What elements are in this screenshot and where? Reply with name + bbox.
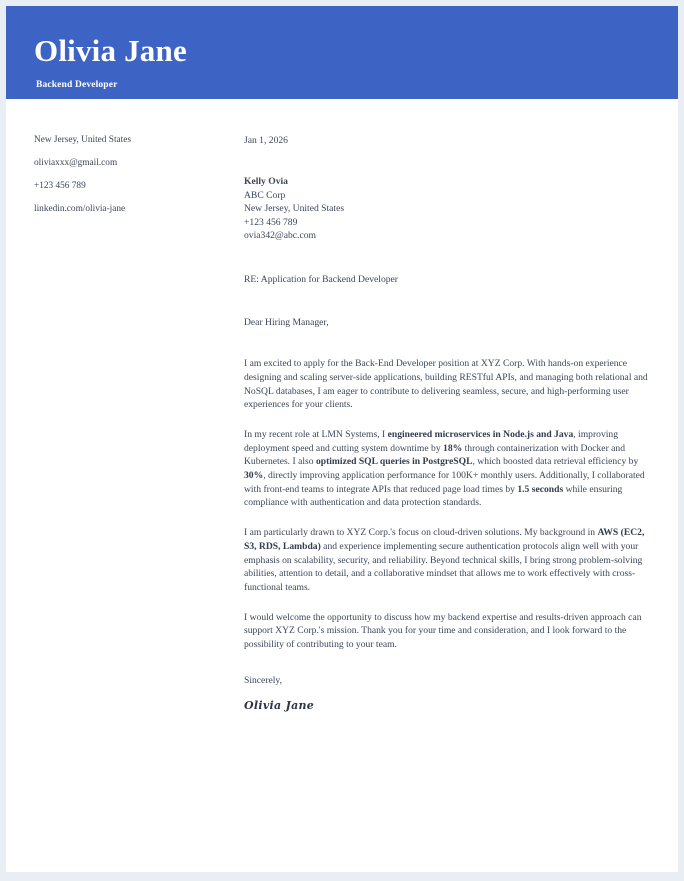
recipient-phone: +123 456 789 bbox=[244, 216, 298, 228]
contact-phone: +123 456 789 bbox=[34, 181, 86, 191]
signature: Olivia Jane bbox=[244, 699, 315, 713]
recipient-block bbox=[244, 175, 654, 243]
highlight-text: AWS (EC2, S3, RDS, Lambda) bbox=[244, 527, 645, 552]
header-banner bbox=[6, 6, 678, 99]
closing-word: Sincerely, bbox=[244, 674, 283, 686]
letter-body bbox=[244, 134, 654, 713]
subject-line: RE: Application for Backend Developer bbox=[244, 273, 398, 285]
recipient-location: New Jersey, United States bbox=[244, 203, 345, 215]
contact-column bbox=[34, 134, 224, 226]
highlight-text: optimized SQL queries in PostgreSQL bbox=[315, 456, 473, 468]
recipient-name: Kelly Ovia bbox=[244, 176, 288, 187]
contact-location: New Jersey, United States bbox=[34, 135, 131, 145]
candidate-role: Backend Developer bbox=[36, 80, 118, 90]
highlight-text: 30% bbox=[244, 470, 264, 482]
highlight-text: 18% bbox=[443, 442, 463, 454]
paragraph-experience: In my recent role at LMN Systems, I engineered microservices in Node.js and Java, improving deployment speed and cutting system downtime by 18% through containerization with Docker and Kubernetes. I also optimized SQL queries in PostgreSQL, which boosted data retrieval efficiency by 30%, directly improving application performance for 100K+ monthly users. Additionally, I collaborated with front-end teams to integrate APIs that reduced page load times by 1.5 seconds while ensuring compliance with authentication and data protection standards. bbox=[244, 428, 645, 509]
highlight-text: engineered microservices in Node.js and Java bbox=[387, 428, 574, 440]
letter-paragraphs bbox=[244, 357, 654, 652]
paragraph-motivation: I am particularly drawn to XYZ Corp.'s focus on cloud-driven solutions. My background in AWS (EC2, S3, RDS, Lambda) and experience implementing secure authentication protocols align well with your emphasis on scalability, security, and reliability. Beyond technical skills, I bring strong problem-solving abilities, attention to detail, and a collaborative mindset that allows me to work effectively with cross-functional teams. bbox=[244, 527, 645, 593]
letter-date: Jan 1, 2026 bbox=[244, 135, 288, 146]
candidate-name: Olivia Jane bbox=[34, 33, 187, 68]
recipient-email[interactable]: ovia342@abc.com bbox=[244, 230, 316, 242]
recipient-company: ABC Corp bbox=[244, 189, 286, 201]
contact-email[interactable]: oliviaxxx@gmail.com bbox=[34, 158, 118, 168]
paragraph-closing: I would welcome the opportunity to discuss how my backend expertise and results-driven approach can support XYZ Corp.'s mission. Thank you for your time and consideration, and I look forward to the possibility of contributing to your team. bbox=[244, 611, 642, 651]
salutation: Dear Hiring Manager, bbox=[244, 316, 329, 328]
cover-letter-page bbox=[6, 6, 678, 872]
paragraph-intro: I am excited to apply for the Back-End Developer position at XYZ Corp. With hands-on experience designing and scaling server-side applications, building RESTful APIs, and managing both relational and NoSQL databases, I am eager to contribute to delivering seamless, secure, and high-performing user experiences for your clients. bbox=[244, 358, 648, 411]
highlight-text: 1.5 seconds bbox=[517, 483, 564, 495]
contact-linkedin[interactable]: linkedin.com/olivia-jane bbox=[34, 204, 126, 214]
